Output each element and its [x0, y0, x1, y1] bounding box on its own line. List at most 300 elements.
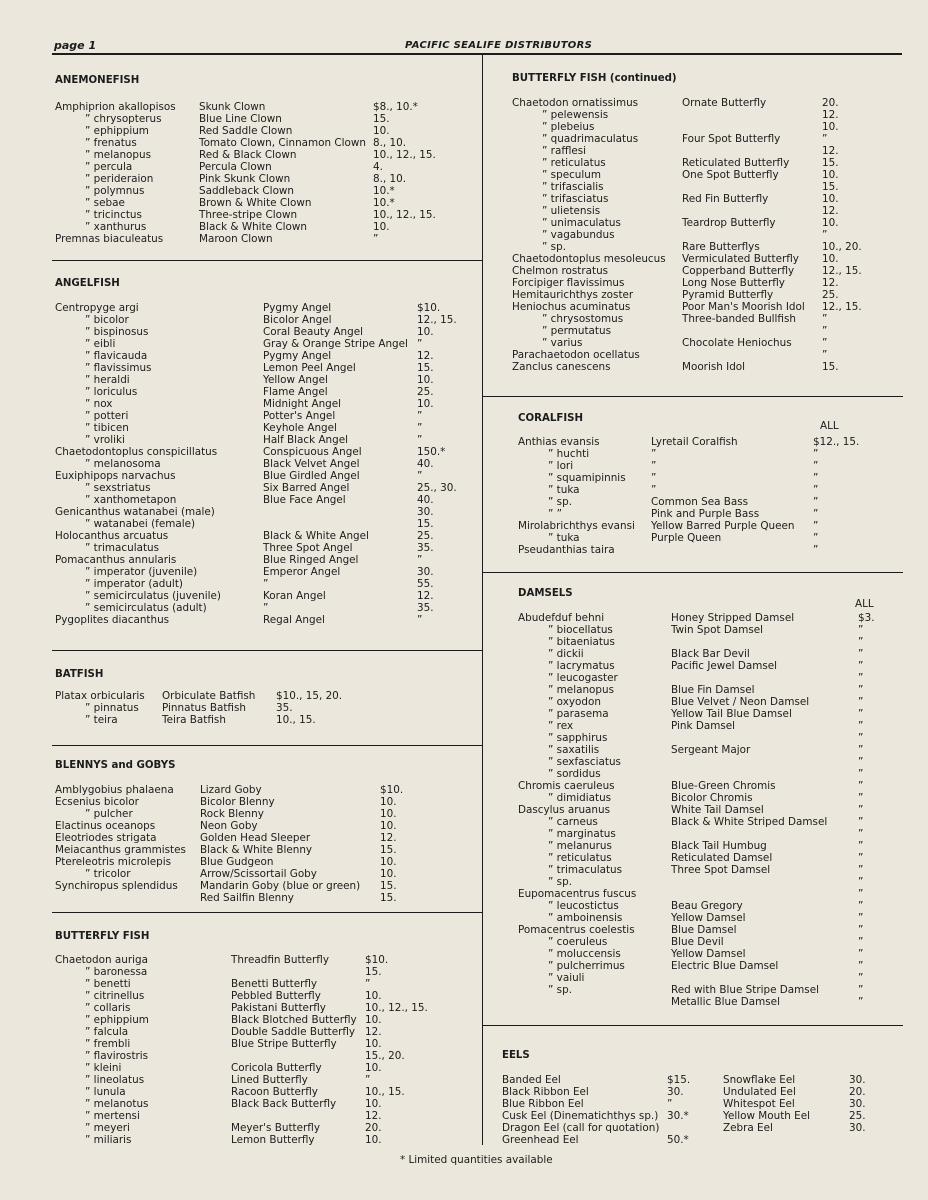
common-name: Black & White Blenny	[200, 844, 313, 856]
section-2	[55, 669, 103, 681]
price: ”	[858, 732, 864, 744]
species-name: ” sp.	[548, 876, 572, 888]
price: ”	[365, 1074, 371, 1086]
common-name: Maroon Clown	[199, 233, 273, 245]
species-name: ” ephippium	[85, 1014, 149, 1026]
common-name: Pink and Purple Bass	[651, 508, 760, 520]
price: ”	[858, 936, 864, 948]
common-name: Long Nose Butterfly	[682, 277, 785, 289]
species-name: Dascylus aruanus	[518, 804, 611, 816]
species-name: Meiacanthus grammistes	[55, 844, 186, 856]
species-name: ” nox	[85, 398, 113, 410]
species-name: ” leucostictus	[548, 900, 619, 912]
price: ”	[417, 470, 423, 482]
price: 10., 12., 15.	[373, 209, 436, 221]
price: 15.	[373, 113, 390, 125]
common-name: Orbiculate Batfish	[162, 690, 256, 702]
price: 10.	[365, 1038, 382, 1050]
common-name: Mandarin Goby (blue or green)	[200, 880, 361, 892]
species-name: Amphiprion akallopisos	[55, 101, 176, 113]
common-name: Poor Man's Moorish Idol	[682, 301, 805, 313]
species-name: ” dimidiatus	[548, 792, 612, 804]
species-name: ” semicirculatus (adult)	[85, 602, 207, 614]
common-name: One Spot Butterfly	[682, 169, 779, 181]
common-name: Zebra Eel	[723, 1122, 773, 1134]
price: ”	[365, 978, 371, 990]
price: 10., 12., 15.	[365, 1002, 428, 1014]
price: 10.	[380, 808, 397, 820]
species-name: Mirolabrichthys evansi	[518, 520, 635, 532]
species-name: ” bispinosus	[85, 326, 149, 338]
price: 10.	[373, 125, 390, 137]
species-name: ” imperator (juvenile)	[85, 566, 198, 578]
price: ”	[858, 816, 864, 828]
price: ”	[822, 133, 828, 145]
divider-left-3	[52, 745, 482, 746]
divider-right-1	[483, 396, 903, 397]
species-name: ” pulcherrimus	[548, 960, 625, 972]
species-name: ” semicirculatus (juvenile)	[85, 590, 221, 602]
species-name: ” frenatus	[85, 137, 137, 149]
price: 10.	[380, 820, 397, 832]
common-name: Ornate Butterfly	[682, 97, 767, 109]
column-divider	[482, 55, 483, 1145]
price: 12.	[380, 832, 397, 844]
species-name: ” heraldi	[85, 374, 130, 386]
species-name: Banded Eel	[502, 1074, 561, 1086]
divider-left-1	[52, 260, 482, 261]
common-name: White Tail Damsel	[671, 804, 764, 816]
species-name: ” biocellatus	[548, 624, 613, 636]
common-name: Chocolate Heniochus	[682, 337, 792, 349]
species-name: ” oxyodon	[548, 696, 601, 708]
common-name: Flame Angel	[263, 386, 328, 398]
species-name: ” flavissimus	[85, 362, 152, 374]
section-title: BUTTERFLY FISH (continued)	[512, 73, 677, 84]
price: 12.	[822, 145, 839, 157]
common-name: Reticulated Butterfly	[682, 157, 790, 169]
common-name: Black Tail Humbug	[671, 840, 767, 852]
price: 10.	[822, 193, 839, 205]
common-name: Neon Goby	[200, 820, 258, 832]
species-name: ” tricolor	[85, 868, 131, 880]
price: 30.	[849, 1074, 866, 1086]
section-8	[502, 1050, 530, 1062]
species-name: ” eibli	[85, 338, 116, 350]
species-name: ” rex	[548, 720, 574, 732]
common-name: Blue Devil	[671, 936, 724, 948]
price: ”	[858, 660, 864, 672]
species-name: ” trifascialis	[542, 181, 604, 193]
price: $10.	[365, 954, 389, 966]
price: ”	[858, 972, 864, 984]
species-name: ” quadrimaculatus	[542, 133, 639, 145]
species-name: ” citrinellus	[85, 990, 145, 1002]
price: 10.	[822, 121, 839, 133]
common-name: Emperor Angel	[263, 566, 341, 578]
species-name: ” tuka	[548, 484, 580, 496]
common-name: Black Velvet Angel	[263, 458, 360, 470]
species-name: Centropyge argi	[55, 302, 139, 314]
price: ”	[858, 900, 864, 912]
price: 20.	[365, 1122, 382, 1134]
species-name: Heniochus acuminatus	[512, 301, 631, 313]
species-name: ” huchti	[548, 448, 590, 460]
common-name: Blue Girdled Angel	[263, 470, 360, 482]
species-name: ” watanabei (female)	[85, 518, 196, 530]
species-name: ” xanthometapon	[85, 494, 177, 506]
species-name: ” falcula	[85, 1026, 129, 1038]
price: 40.	[417, 458, 434, 470]
species-name: ” kleini	[85, 1062, 122, 1074]
common-name: Yellow Damsel	[671, 912, 746, 924]
section-6	[518, 413, 583, 425]
species-name: Chaetodon auriga	[55, 954, 148, 966]
price: 12., 15.	[822, 301, 862, 313]
species-name: ” melanurus	[548, 840, 612, 852]
price: ”	[813, 460, 819, 472]
price: ”	[813, 532, 819, 544]
section-0	[55, 75, 139, 87]
price: ”	[813, 472, 819, 484]
common-name: Whitespot Eel	[723, 1098, 795, 1110]
species-name: ” ulietensis	[542, 205, 601, 217]
price: 10., 15.	[276, 714, 316, 726]
price: 10.	[373, 221, 390, 233]
species-name: ” polymnus	[85, 185, 145, 197]
common-name: Blue Ringed Angel	[263, 554, 359, 566]
species-name: Chaetodontoplus mesoleucus	[512, 253, 666, 265]
price: 10.	[365, 1098, 382, 1110]
common-name: Sergeant Major	[671, 744, 751, 756]
price: 10.	[380, 796, 397, 808]
species-name: Amblygobius phalaena	[55, 784, 174, 796]
species-name: Platax orbicularis	[55, 690, 145, 702]
species-name: ” melanosoma	[85, 458, 161, 470]
species-name: ” pulcher	[85, 808, 133, 820]
species-name: ” parasema	[548, 708, 609, 720]
common-name: Black & White Angel	[263, 530, 369, 542]
common-name: Pink Damsel	[671, 720, 736, 732]
price: $10., 15, 20.	[276, 690, 343, 702]
price: 10.	[380, 868, 397, 880]
price: ”	[417, 422, 423, 434]
common-name: Brown & White Clown	[199, 197, 312, 209]
price: 10.	[417, 374, 434, 386]
common-name: ”	[651, 448, 657, 460]
common-name: ”	[263, 578, 269, 590]
price: ”	[858, 996, 864, 1008]
common-name: Bicolor Chromis	[671, 792, 753, 804]
common-name: Undulated Eel	[723, 1086, 796, 1098]
common-name: Pacific Jewel Damsel	[671, 660, 778, 672]
price: 10.	[822, 253, 839, 265]
species-name: ” flavirostris	[85, 1050, 149, 1062]
price: 15.	[822, 181, 839, 193]
species-name: Eupomacentrus fuscus	[518, 888, 637, 900]
price: ”	[858, 948, 864, 960]
common-name: Yellow Barred Purple Queen	[651, 520, 795, 532]
common-name: Honey Stripped Damsel	[671, 612, 795, 624]
price: 10.*	[373, 185, 395, 197]
species-name: ” dickii	[548, 648, 584, 660]
price: 55.	[417, 578, 434, 590]
common-name: ”	[651, 460, 657, 472]
price: ”	[858, 672, 864, 684]
price: ”	[858, 828, 864, 840]
species-name: ” rafflesi	[542, 145, 587, 157]
price: ”	[858, 912, 864, 924]
price: 15.	[380, 880, 397, 892]
company-name: PACIFIC SEALIFE DISTRIBUTORS	[405, 40, 593, 51]
common-name: Potter's Angel	[263, 410, 336, 422]
species-name: ” amboinensis	[548, 912, 623, 924]
species-name: ” baronessa	[85, 966, 148, 978]
price: 12.	[417, 590, 434, 602]
common-name: ”	[651, 484, 657, 496]
common-name: Lemon Peel Angel	[263, 362, 356, 374]
divider-left-2	[52, 650, 482, 651]
common-name: Red Sailfin Blenny	[200, 892, 294, 904]
species-name: Premnas biaculeatus	[55, 233, 164, 245]
price: ”	[373, 233, 379, 245]
species-name: ” tricinctus	[85, 209, 142, 221]
price: 30.	[417, 506, 434, 518]
common-name: Beau Gregory	[671, 900, 743, 912]
species-name: Chromis caeruleus	[518, 780, 615, 792]
species-name: ” ”	[548, 508, 563, 520]
species-name: ” melanopus	[548, 684, 614, 696]
common-name: Red Saddle Clown	[199, 125, 293, 137]
species-name: ” sebae	[85, 197, 125, 209]
price: 30.	[849, 1098, 866, 1110]
section-title: BATFISH	[55, 669, 104, 680]
species-name: Pygoplites diacanthus	[55, 614, 170, 626]
price: 12., 15.	[417, 314, 457, 326]
species-name: ” pinnatus	[85, 702, 139, 714]
common-name: Threadfin Butterfly	[231, 954, 329, 966]
price: $3.	[858, 612, 875, 624]
species-name: ” trifasciatus	[542, 193, 609, 205]
species-name: ” lacrymatus	[548, 660, 615, 672]
price: 10.	[417, 398, 434, 410]
price: 15.	[365, 966, 382, 978]
price: ”	[822, 313, 828, 325]
price: $10.	[417, 302, 441, 314]
price: $12., 15.	[813, 436, 860, 448]
price: 10.	[822, 169, 839, 181]
species-name: ” sp.	[542, 241, 566, 253]
species-name: ” imperator (adult)	[85, 578, 183, 590]
common-name: ”	[667, 1098, 673, 1110]
species-name: ” bitaeniatus	[548, 636, 615, 648]
species-name: Zanclus canescens	[512, 361, 611, 373]
common-name: Black Back Butterfly	[231, 1098, 337, 1110]
common-name: Midnight Angel	[263, 398, 342, 410]
common-name: Rare Butterflys	[682, 241, 760, 253]
section-5	[512, 73, 677, 85]
species-name: ” reticulatus	[542, 157, 606, 169]
common-name: Lemon Butterfly	[231, 1134, 315, 1146]
common-name: Three Spot Angel	[263, 542, 353, 554]
price: 15.	[380, 892, 397, 904]
species-name: ” reticulatus	[548, 852, 612, 864]
price: ”	[858, 864, 864, 876]
species-name: ” sordidus	[548, 768, 601, 780]
common-name: Reticulated Damsel	[671, 852, 773, 864]
species-name: Dragon Eel (call for quotation)	[502, 1122, 660, 1134]
species-name: ” marginatus	[548, 828, 616, 840]
species-name: Chaetodontoplus conspicillatus	[55, 446, 218, 458]
common-name: Blue Line Clown	[199, 113, 282, 125]
common-name: Black Blotched Butterfly	[231, 1014, 357, 1026]
price: 15.	[380, 844, 397, 856]
common-name: Copperband Butterfly	[682, 265, 795, 277]
species-name: ” carneus	[548, 816, 598, 828]
species-name: ” pelewensis	[542, 109, 609, 121]
species-name: ” vagabundus	[542, 229, 615, 241]
species-name: ” collaris	[85, 1002, 131, 1014]
common-name: Moorish Idol	[682, 361, 746, 373]
species-name: Ptereleotris microlepis	[55, 856, 172, 868]
common-name: Pink Skunk Clown	[199, 173, 291, 185]
price: ”	[858, 648, 864, 660]
price: 25.	[417, 530, 434, 542]
price: ”	[813, 496, 819, 508]
price: 25.	[849, 1110, 866, 1122]
common-name: Blue Fin Damsel	[671, 684, 755, 696]
price: 10.	[365, 990, 382, 1002]
price: ”	[813, 520, 819, 532]
common-name: 30.	[667, 1086, 684, 1098]
species-name: Euxiphipops narvachus	[55, 470, 176, 482]
common-name: Blue-Green Chromis	[671, 780, 776, 792]
price: 10.	[365, 1134, 382, 1146]
species-name: ” moluccensis	[548, 948, 621, 960]
species-name: ” ephippium	[85, 125, 149, 137]
common-name: Benetti Butterfly	[231, 978, 318, 990]
common-name: Metallic Blue Damsel	[671, 996, 780, 1008]
section-title: CORALFISH	[518, 413, 583, 424]
species-name: ” sexstriatus	[85, 482, 151, 494]
species-name: Abudefduf behni	[518, 612, 605, 624]
species-name: ” benetti	[85, 978, 131, 990]
common-name: Blue Gudgeon	[200, 856, 274, 868]
price: ”	[417, 338, 423, 350]
common-name: Keyhole Angel	[263, 422, 337, 434]
price: ”	[858, 852, 864, 864]
price: ”	[858, 792, 864, 804]
species-name: ” chrysostomus	[542, 313, 624, 325]
price: 10.	[822, 217, 839, 229]
price: 15.	[822, 361, 839, 373]
price: 20.	[822, 97, 839, 109]
price: 35.	[417, 602, 434, 614]
price: ”	[417, 434, 423, 446]
common-name: Pakistani Butterfly	[231, 1002, 326, 1014]
species-name: ” melanotus	[85, 1098, 149, 1110]
species-name: Hemitaurichthys zoster	[512, 289, 634, 301]
price: ”	[858, 984, 864, 996]
species-name: Blue Ribbon Eel	[502, 1098, 584, 1110]
common-name: Racoon Butterfly	[231, 1086, 318, 1098]
species-name: ” tuka	[548, 532, 580, 544]
price: ”	[858, 744, 864, 756]
common-name: Lined Butterfly	[231, 1074, 308, 1086]
species-name: ” plebeius	[542, 121, 595, 133]
species-name: Eleotriodes strigata	[55, 832, 157, 844]
common-name: Yellow Angel	[263, 374, 328, 386]
species-name: ” vroliki	[85, 434, 125, 446]
common-name: Purple Queen	[651, 532, 722, 544]
section-3	[55, 760, 175, 772]
species-name: Chelmon rostratus	[512, 265, 609, 277]
price: 12.	[822, 109, 839, 121]
common-name: Blue Damsel	[671, 924, 737, 936]
price: 25.	[417, 386, 434, 398]
common-name: Black & White Striped Damsel	[671, 816, 828, 828]
common-name: Red & Black Clown	[199, 149, 297, 161]
page-number: page 1	[54, 39, 97, 52]
price: 10., 12., 15.	[373, 149, 436, 161]
species-name: ” loriculus	[85, 386, 138, 398]
price: ”	[858, 708, 864, 720]
common-name: Teira Batfish	[162, 714, 226, 726]
section-title: DAMSELS	[518, 588, 573, 599]
common-name: Six Barred Angel	[263, 482, 350, 494]
price: 20.	[849, 1086, 866, 1098]
common-name: Black & White Clown	[199, 221, 307, 233]
common-name: Coricola Butterfly	[231, 1062, 322, 1074]
common-name: Bicolor Blenny	[200, 796, 275, 808]
common-name: Conspicuous Angel	[263, 446, 362, 458]
price: ”	[858, 696, 864, 708]
price: ”	[858, 756, 864, 768]
species-name: Genicanthus watanabei (male)	[55, 506, 215, 518]
common-name: Snowflake Eel	[723, 1074, 796, 1086]
species-name: ” meyeri	[85, 1122, 130, 1134]
price: 10.	[365, 1062, 382, 1074]
price: ”	[858, 924, 864, 936]
price: ”	[858, 780, 864, 792]
price: 30.	[417, 566, 434, 578]
price: 25., 30.	[417, 482, 457, 494]
price: ”	[858, 960, 864, 972]
common-name: Three Spot Damsel	[671, 864, 771, 876]
price: ”	[858, 720, 864, 732]
species-name: Pomacanthus annularis	[55, 554, 177, 566]
section-title: BLENNYS and GOBYS	[55, 760, 176, 771]
species-name: ” leucogaster	[548, 672, 618, 684]
price: 10.*	[373, 197, 395, 209]
common-name: Regal Angel	[263, 614, 325, 626]
price: ”	[417, 410, 423, 422]
common-name: Lizard Goby	[200, 784, 262, 796]
section-4	[55, 931, 149, 943]
species-name: ” sp.	[548, 984, 572, 996]
common-name: Pyramid Butterfly	[682, 289, 774, 301]
species-name: ” lori	[548, 460, 574, 472]
common-name: Yellow Tail Blue Damsel	[671, 708, 792, 720]
species-name: Parachaetodon ocellatus	[512, 349, 640, 361]
species-name: ” sexfasciatus	[548, 756, 621, 768]
species-name: ” perideraion	[85, 173, 154, 185]
price: ”	[858, 876, 864, 888]
price: 10.	[380, 856, 397, 868]
species-name: Greenhead Eel	[502, 1134, 579, 1146]
species-name: ” mertensi	[85, 1110, 140, 1122]
species-name: ” flavicauda	[85, 350, 148, 362]
